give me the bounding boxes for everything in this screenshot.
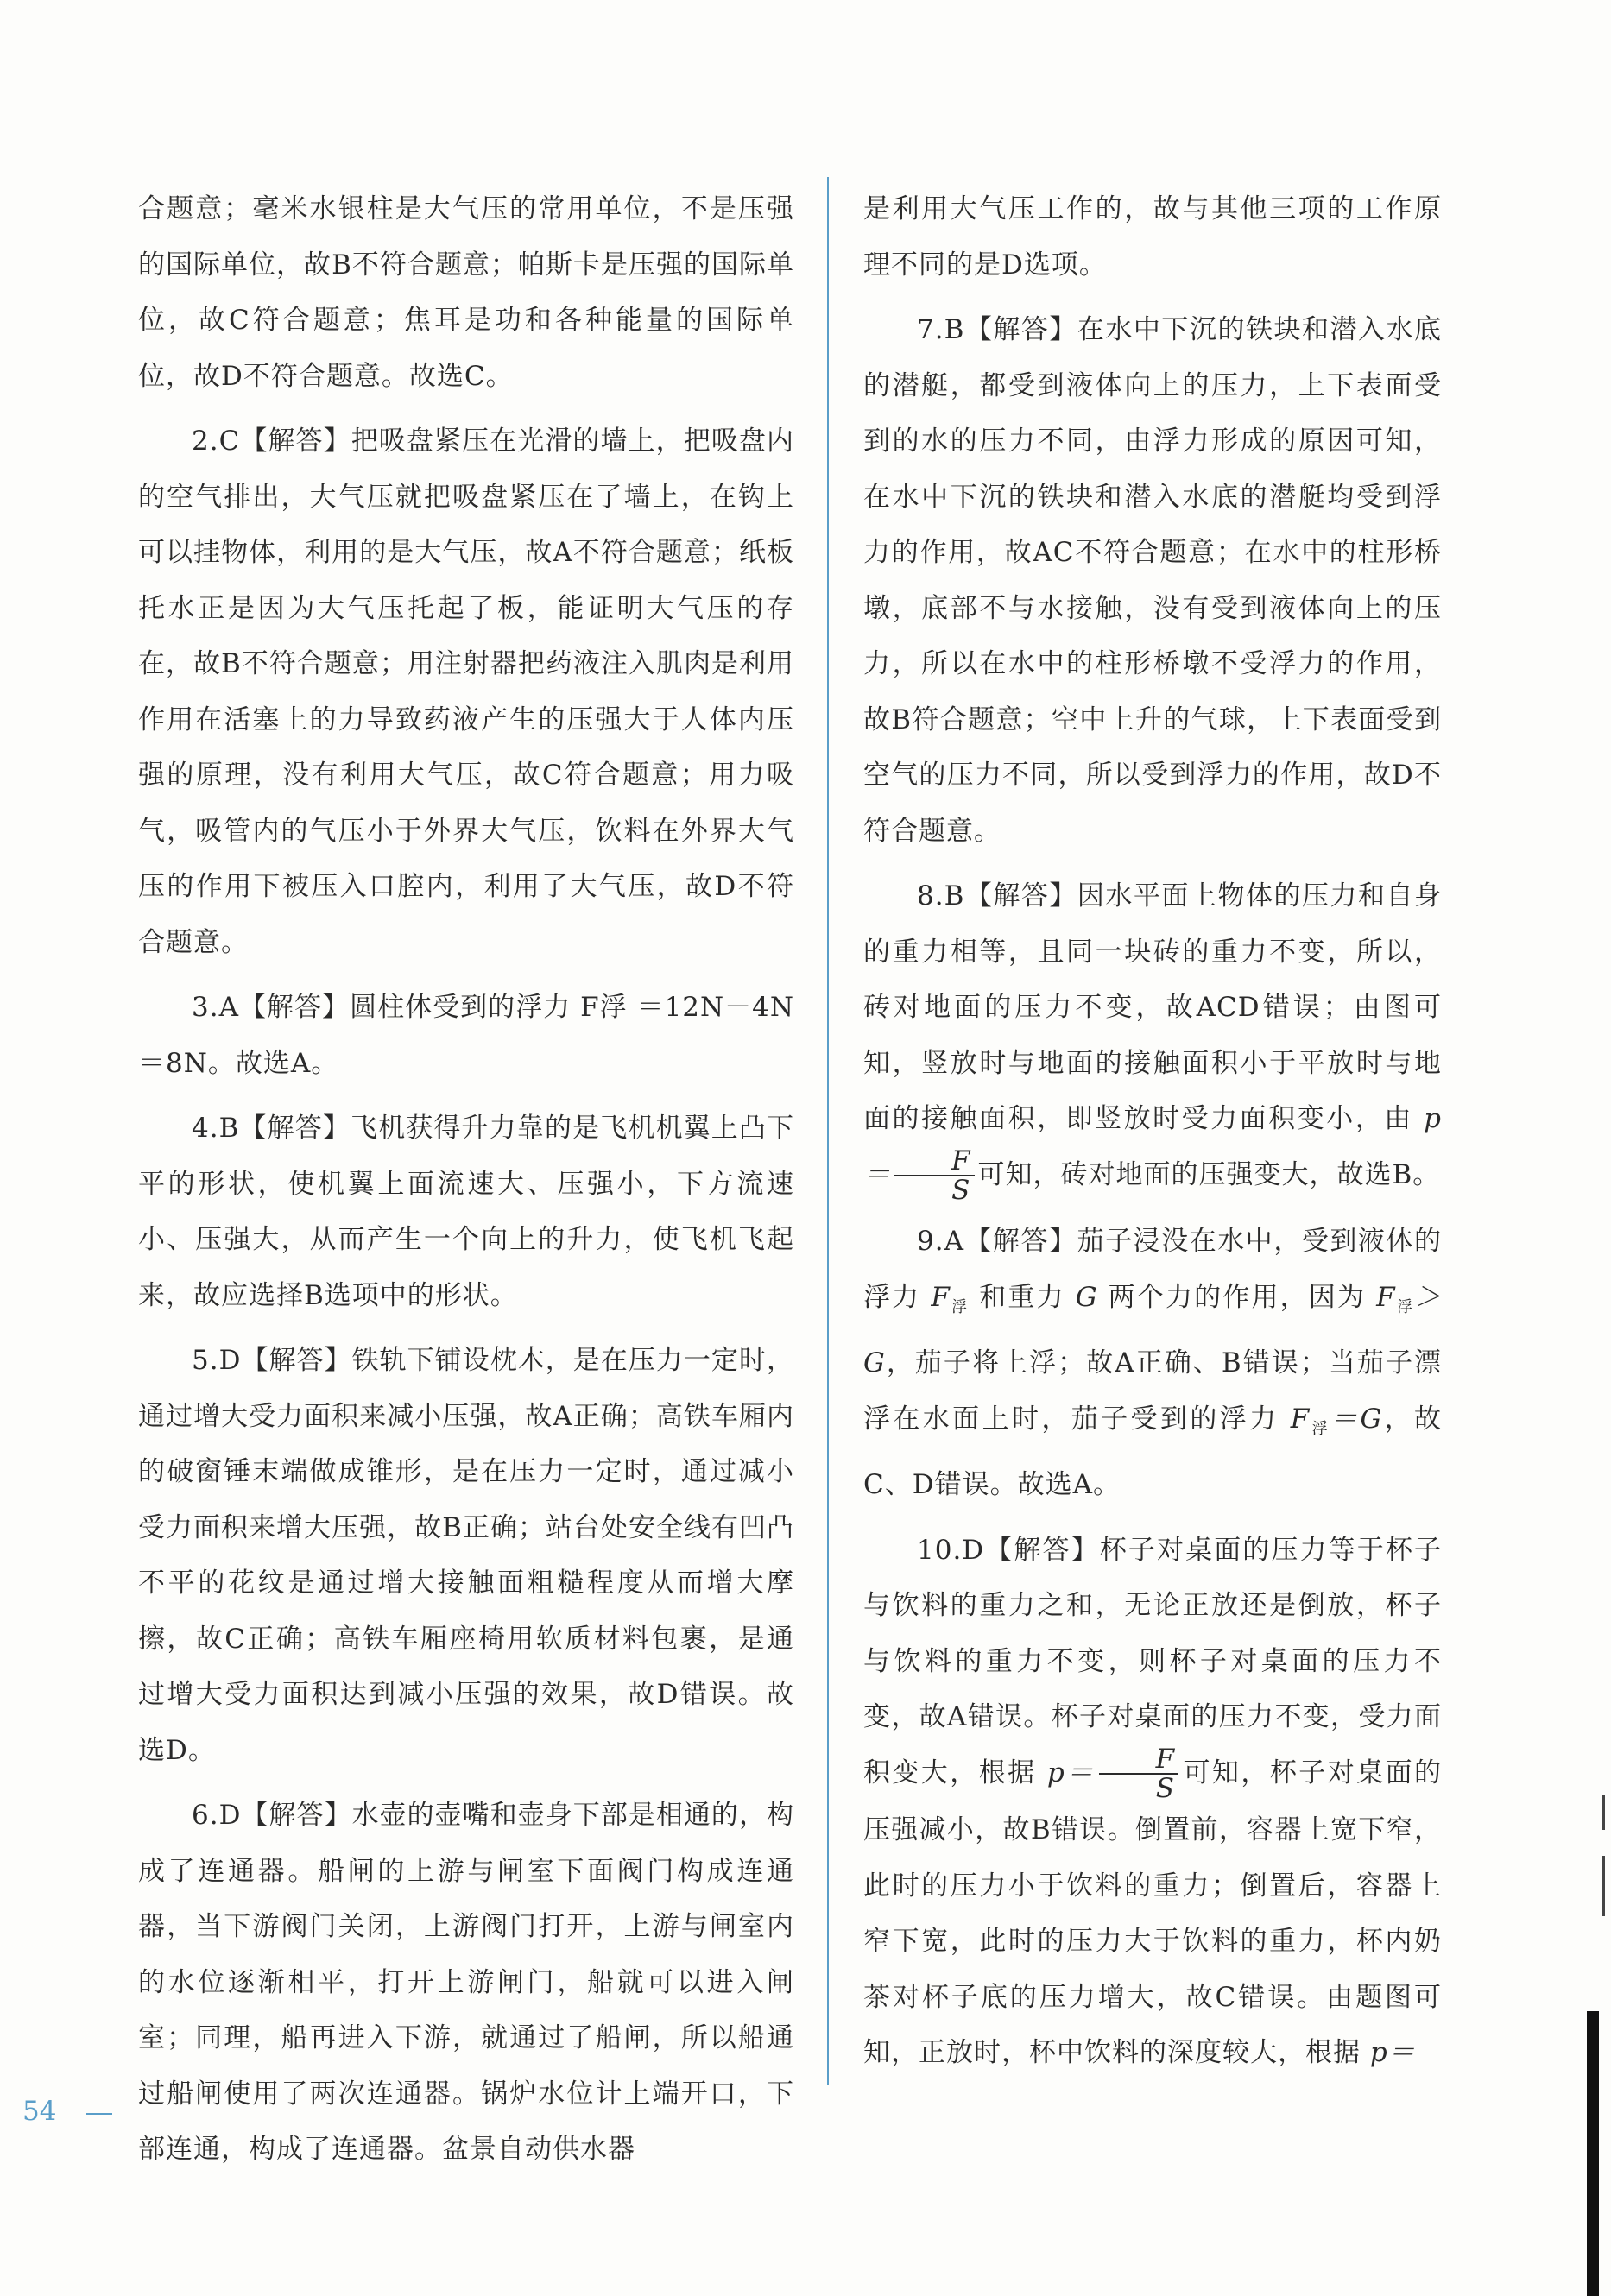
answer-6-continued: 是利用大气压工作的，故与其他三项的工作原理不同的是D选项。 (863, 193, 1442, 281)
answer-9: 9.A【解答】茄子浸没在水中，受到液体的浮力 $F_浮$ 和重力 G 两个力的作用，因为 $F_浮>G$，茄子将上浮；故A正确、B错误；当茄子漂浮在水面上时，茄子受到的浮力 $F_浮=G$，故C、D错误。故选A。 (863, 1226, 1443, 1501)
column-divider (827, 177, 829, 2085)
answer-4: 4.B【解答】飞机获得升力靠的是飞机机翼上凸下平的形状，使机翼上面流速大、压强小，下方流速小、压强大，从而产生一个向上的升力，使飞机飞起来，故应选择B选项中的形状。 (138, 1113, 794, 1311)
formula-pressure: p＝ (863, 1103, 1442, 1190)
page-number-dash (86, 2113, 112, 2115)
answer-5: 5.D【解答】铁轨下铺设枕木，是在压力一定时，通过增大受力面积来减小压强，故A正确；高铁车厢内的破窗锤末端做成锥形，是在压力一定时，通过减小受力面积来增大压强，故B正确；站台处安全线有凹凸不平的花纹是通过增大接触面粗糙程度从而增大摩擦，故C正确；高铁车厢座椅用软质材料包裹，是通过增大受力面积达到减小压强的效果，故D错误。故选D。 (138, 1345, 794, 1766)
answer-2: 2.C【解答】把吸盘紧压在光滑的墙上，把吸盘内的空气排出，大气压就把吸盘紧压在了墙上，在钩上可以挂物体，利用的是大气压，故A不符合题意；纸板托水正是因为大气压托起了板，能证明大气压的存在，故B不符合题意；用注射器把药液注入肌肉是利用作用在活塞上的力导致药液产生的压强大于人体内压强的原理，没有利用大气压，故C符合题意；用力吸气，吸管内的气压小于外界大气压，饮料在外界大气压的作用下被压入口腔内，利用了大气压，故D不符合题意。 (138, 426, 794, 958)
answer-7: 7.B【解答】在水中下沉的铁块和潜入水底的潜艇，都受到液体向上的压力，上下表面受到的水的压力不同，由浮力形成的原因可知，在水中下沉的铁块和潜入水底的潜艇均受到浮力的作用，故AC不符合题意；在水中的柱形桥墩，底部不与水接触，没有受到液体向上的压力，所以在水中的柱形桥墩不受浮力的作用，故B符合题意；空中上升的气球，上下表面受到空气的压力不同，所以受到浮力的作用，故D不符合题意。 (863, 314, 1442, 847)
answer-10: 10.D【解答】杯子对桌面的压力等于杯子与饮料的重力之和，无论正放还是倒放，杯子与饮料的重力不变，则杯子对桌面的压力不变，故A错误。杯子对桌面的压力不变，受力面积变大，根据 p＝ $\frac{F}{S}$ 可知，杯子对桌面的压强减小，故B错误。倒置前，容器上宽下窄，此时的压力小于饮料的重力；倒置后，容器上窄下宽，此时的压力大于饮料的重力，杯内奶茶对杯子底的压力增大，故C错误。由题图可知，正放时，杯中饮料的深度较大，根据 p＝ (863, 1534, 1443, 2069)
answer-8: 8.B【解答】因水平面上物体的压力和自身的重力相等，且同一块砖的重力不变，所以，砖对地面的压力不变，故ACD错误；由图可知，竖放时与地面的接触面积小于平放时与地面的接触面积，即竖放时受力面积变小，由 p＝ $\frac{F}{S}$ 可知，砖对地面的压强变大，故选B。 (863, 880, 1442, 1206)
scan-mark (1602, 1795, 1605, 1830)
answer-6: 6.D【解答】水壶的壶嘴和壶身下部是相通的，构成了连通器。船闸的上游与闸室下面阀门构成连通器，当下游阀门关闭，上游阀门打开，上游与闸室内的水位逐渐相平，打开上游闸门，船就可以进入闸室；同理，船再进入下游，就通过了船闸，所以船通过船闸使用了两次连通器。锅炉水位计上端开口，下部连通，构成了连通器。盆景自动供水器 (138, 1800, 794, 2165)
scan-shadow-edge (1587, 2011, 1599, 2296)
right-column (863, 181, 1442, 2091)
answer-1-continued: 合题意；毫米水银柱是大气压的常用单位，不是压强的国际单位，故B不符合题意；帕斯卡是压强的国际单位，故C符合题意；焦耳是功和各种能量的国际单位，故D不符合题意。故选C。 (138, 193, 794, 392)
fraction-f-over-s-2: $\frac{F}{S}$ (1099, 1745, 1179, 1802)
scan-mark (1602, 1856, 1605, 1916)
page-number: 54 (22, 2096, 57, 2127)
answer-3: 3.A【解答】圆柱体受到的浮力 F浮 ＝12N－4N＝8N。故选A。 (138, 992, 794, 1079)
fraction-f-over-s: $\frac{F}{S}$ (894, 1147, 975, 1204)
left-column (138, 181, 794, 2187)
